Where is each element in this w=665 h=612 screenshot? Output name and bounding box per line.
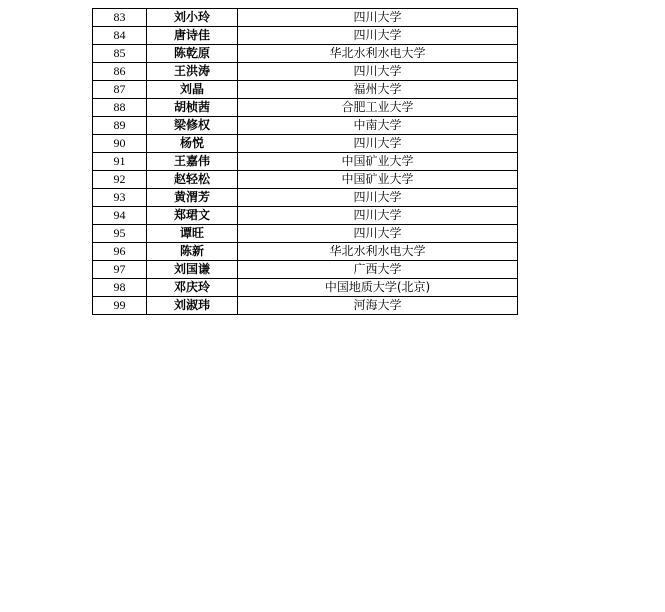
cell-school: 中国矿业大学 — [238, 153, 518, 171]
cell-school: 合肥工业大学 — [238, 99, 518, 117]
cell-name: 郑珺文 — [147, 207, 238, 225]
cell-index: 98 — [93, 279, 147, 297]
cell-name: 黄渭芳 — [147, 189, 238, 207]
cell-school: 华北水利水电大学 — [238, 243, 518, 261]
table-row — [93, 153, 518, 171]
cell-name: 杨悦 — [147, 135, 238, 153]
cell-name: 邓庆玲 — [147, 279, 238, 297]
table-row — [93, 117, 518, 135]
cell-school: 四川大学 — [238, 207, 518, 225]
table-row — [93, 135, 518, 153]
table-row — [93, 297, 518, 315]
table-row — [93, 9, 518, 27]
cell-index: 90 — [93, 135, 147, 153]
cell-index: 84 — [93, 27, 147, 45]
cell-index: 95 — [93, 225, 147, 243]
cell-index: 87 — [93, 81, 147, 99]
cell-school: 四川大学 — [238, 9, 518, 27]
cell-name: 刘小玲 — [147, 9, 238, 27]
cell-name: 赵轻松 — [147, 171, 238, 189]
cell-school: 四川大学 — [238, 189, 518, 207]
cell-name: 唐诗佳 — [147, 27, 238, 45]
cell-school: 四川大学 — [238, 225, 518, 243]
cell-name: 谭旺 — [147, 225, 238, 243]
table-row — [93, 99, 518, 117]
cell-index: 92 — [93, 171, 147, 189]
cell-name: 陈新 — [147, 243, 238, 261]
cell-school: 福州大学 — [238, 81, 518, 99]
table-row — [93, 243, 518, 261]
table-row — [93, 81, 518, 99]
cell-index: 94 — [93, 207, 147, 225]
table-row — [93, 261, 518, 279]
table-row — [93, 279, 518, 297]
cell-school: 中国矿业大学 — [238, 171, 518, 189]
table-row — [93, 189, 518, 207]
cell-index: 97 — [93, 261, 147, 279]
cell-index: 99 — [93, 297, 147, 315]
cell-name: 梁修权 — [147, 117, 238, 135]
cell-name: 胡桢茜 — [147, 99, 238, 117]
cell-index: 85 — [93, 45, 147, 63]
cell-school: 河海大学 — [238, 297, 518, 315]
cell-school: 中南大学 — [238, 117, 518, 135]
participant-table — [92, 8, 518, 315]
cell-index: 91 — [93, 153, 147, 171]
cell-name: 陈乾原 — [147, 45, 238, 63]
table-body — [93, 9, 518, 315]
table-row — [93, 45, 518, 63]
cell-index: 93 — [93, 189, 147, 207]
table-row — [93, 27, 518, 45]
cell-school: 广西大学 — [238, 261, 518, 279]
cell-name: 王嘉伟 — [147, 153, 238, 171]
table-row — [93, 171, 518, 189]
cell-school: 中国地质大学(北京) — [238, 279, 518, 297]
cell-name: 刘国谦 — [147, 261, 238, 279]
cell-school: 华北水利水电大学 — [238, 45, 518, 63]
table-row — [93, 207, 518, 225]
cell-school: 四川大学 — [238, 63, 518, 81]
cell-school: 四川大学 — [238, 27, 518, 45]
cell-index: 86 — [93, 63, 147, 81]
table-row — [93, 225, 518, 243]
cell-index: 89 — [93, 117, 147, 135]
cell-index: 83 — [93, 9, 147, 27]
cell-name: 刘淑玮 — [147, 297, 238, 315]
cell-name: 刘晶 — [147, 81, 238, 99]
cell-school: 四川大学 — [238, 135, 518, 153]
table-row — [93, 63, 518, 81]
cell-index: 96 — [93, 243, 147, 261]
cell-index: 88 — [93, 99, 147, 117]
cell-name: 王洪涛 — [147, 63, 238, 81]
